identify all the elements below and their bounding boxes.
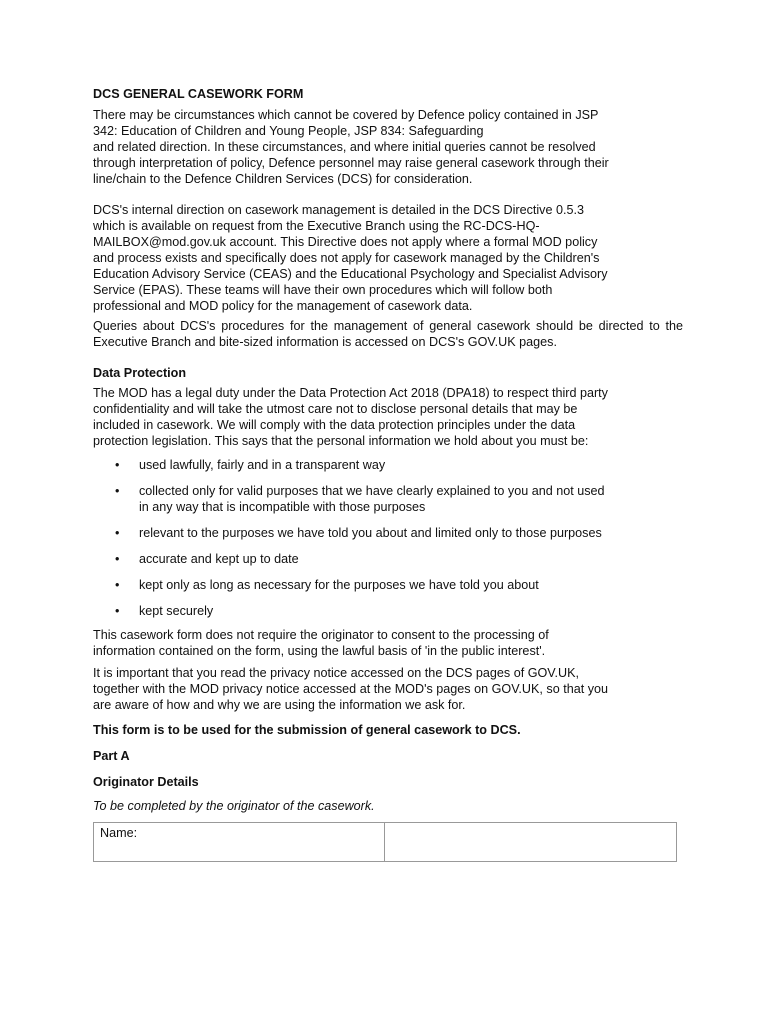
form-title: DCS GENERAL CASEWORK FORM [93, 87, 304, 101]
name-label-cell [94, 823, 385, 862]
name-field[interactable] [385, 823, 677, 862]
name-label: Name: [100, 826, 138, 840]
list-item: • relevant to the purposes we have told you about and limited only to those purposes [115, 526, 602, 540]
bullet-icon: • [115, 458, 120, 472]
list-item: • kept securely [115, 604, 214, 618]
originator-instruction: To be completed by the originator of the casework. [93, 799, 375, 813]
intro-paragraph-2: DCS's internal direction on casework management is detailed in the DCS Directive 0.5.3 which is available on request from the Executive Branch using the RC-DCS-HQ- MAILBOX@mod.gov.uk account. This Directive does not apply where a formal MOD policy and process exists and specifically does not apply for casework managed by the Children's Education Advisory Service (CEAS) and the Educational Psychology and Specialist Advisory Service (EPAS). These teams will have their own procedures which will follow both professional and MOD policy for the management of casework data. [93, 203, 608, 313]
intro-paragraph-3: Queries about DCS's procedures for the management of general casework should be directed to the Executive Branch and bite-sized information is accessed on DCS's GOV.UK pages. [93, 319, 683, 349]
data-protection-heading: Data Protection [93, 366, 187, 380]
bullet-icon: • [115, 578, 120, 592]
submission-note: This form is to be used for the submission of general casework to DCS. [93, 723, 521, 737]
consent-paragraph: This casework form does not require the originator to consent to the processing of information contained on the form, using the lawful basis of 'in the public interest'. [93, 628, 549, 658]
bullet-icon: • [115, 604, 120, 618]
bullet-icon: • [115, 526, 120, 540]
part-a-heading: Part A [93, 749, 130, 763]
list-item: • accurate and kept up to date [115, 552, 299, 566]
originator-details-table [93, 822, 677, 862]
privacy-paragraph: It is important that you read the privacy notice accessed on the DCS pages of GOV.UK, together with the MOD privacy notice accessed at the MOD's pages on GOV.UK, so that you are aware of how and why we are using the information we ask for. [93, 666, 609, 712]
data-protection-paragraph: The MOD has a legal duty under the Data Protection Act 2018 (DPA18) to respect third party confidentiality and will take the utmost care not to disclose personal details that may be included in casework. We will comply with the data protection principles under the data protection legislation. This says that the personal information we hold about you must be: [93, 386, 608, 448]
table-row [94, 823, 677, 862]
originator-details-heading: Originator Details [93, 775, 199, 789]
list-item: • used lawfully, fairly and in a transparent way [115, 458, 386, 472]
intro-paragraph-1: There may be circumstances which cannot be covered by Defence policy contained in JSP 342: Education of Children and Young People, JSP 834: Safeguarding and related direction. In these circumstances, and where initial queries cannot be resolved through interpretation of policy, Defence personnel may raise general casework through their line/chain to the Defence Children Services (DCS) for consideration. [93, 108, 609, 186]
bullet-icon: • [115, 484, 120, 498]
list-item: • collected only for valid purposes that we have clearly explained to you and not used in any way that is incompatible with those purposes [115, 484, 605, 514]
document-page [93, 86, 683, 862]
bullet-icon: • [115, 552, 120, 566]
principles-list [93, 457, 683, 619]
list-item: • kept only as long as necessary for the purposes we have told you about [115, 578, 539, 592]
